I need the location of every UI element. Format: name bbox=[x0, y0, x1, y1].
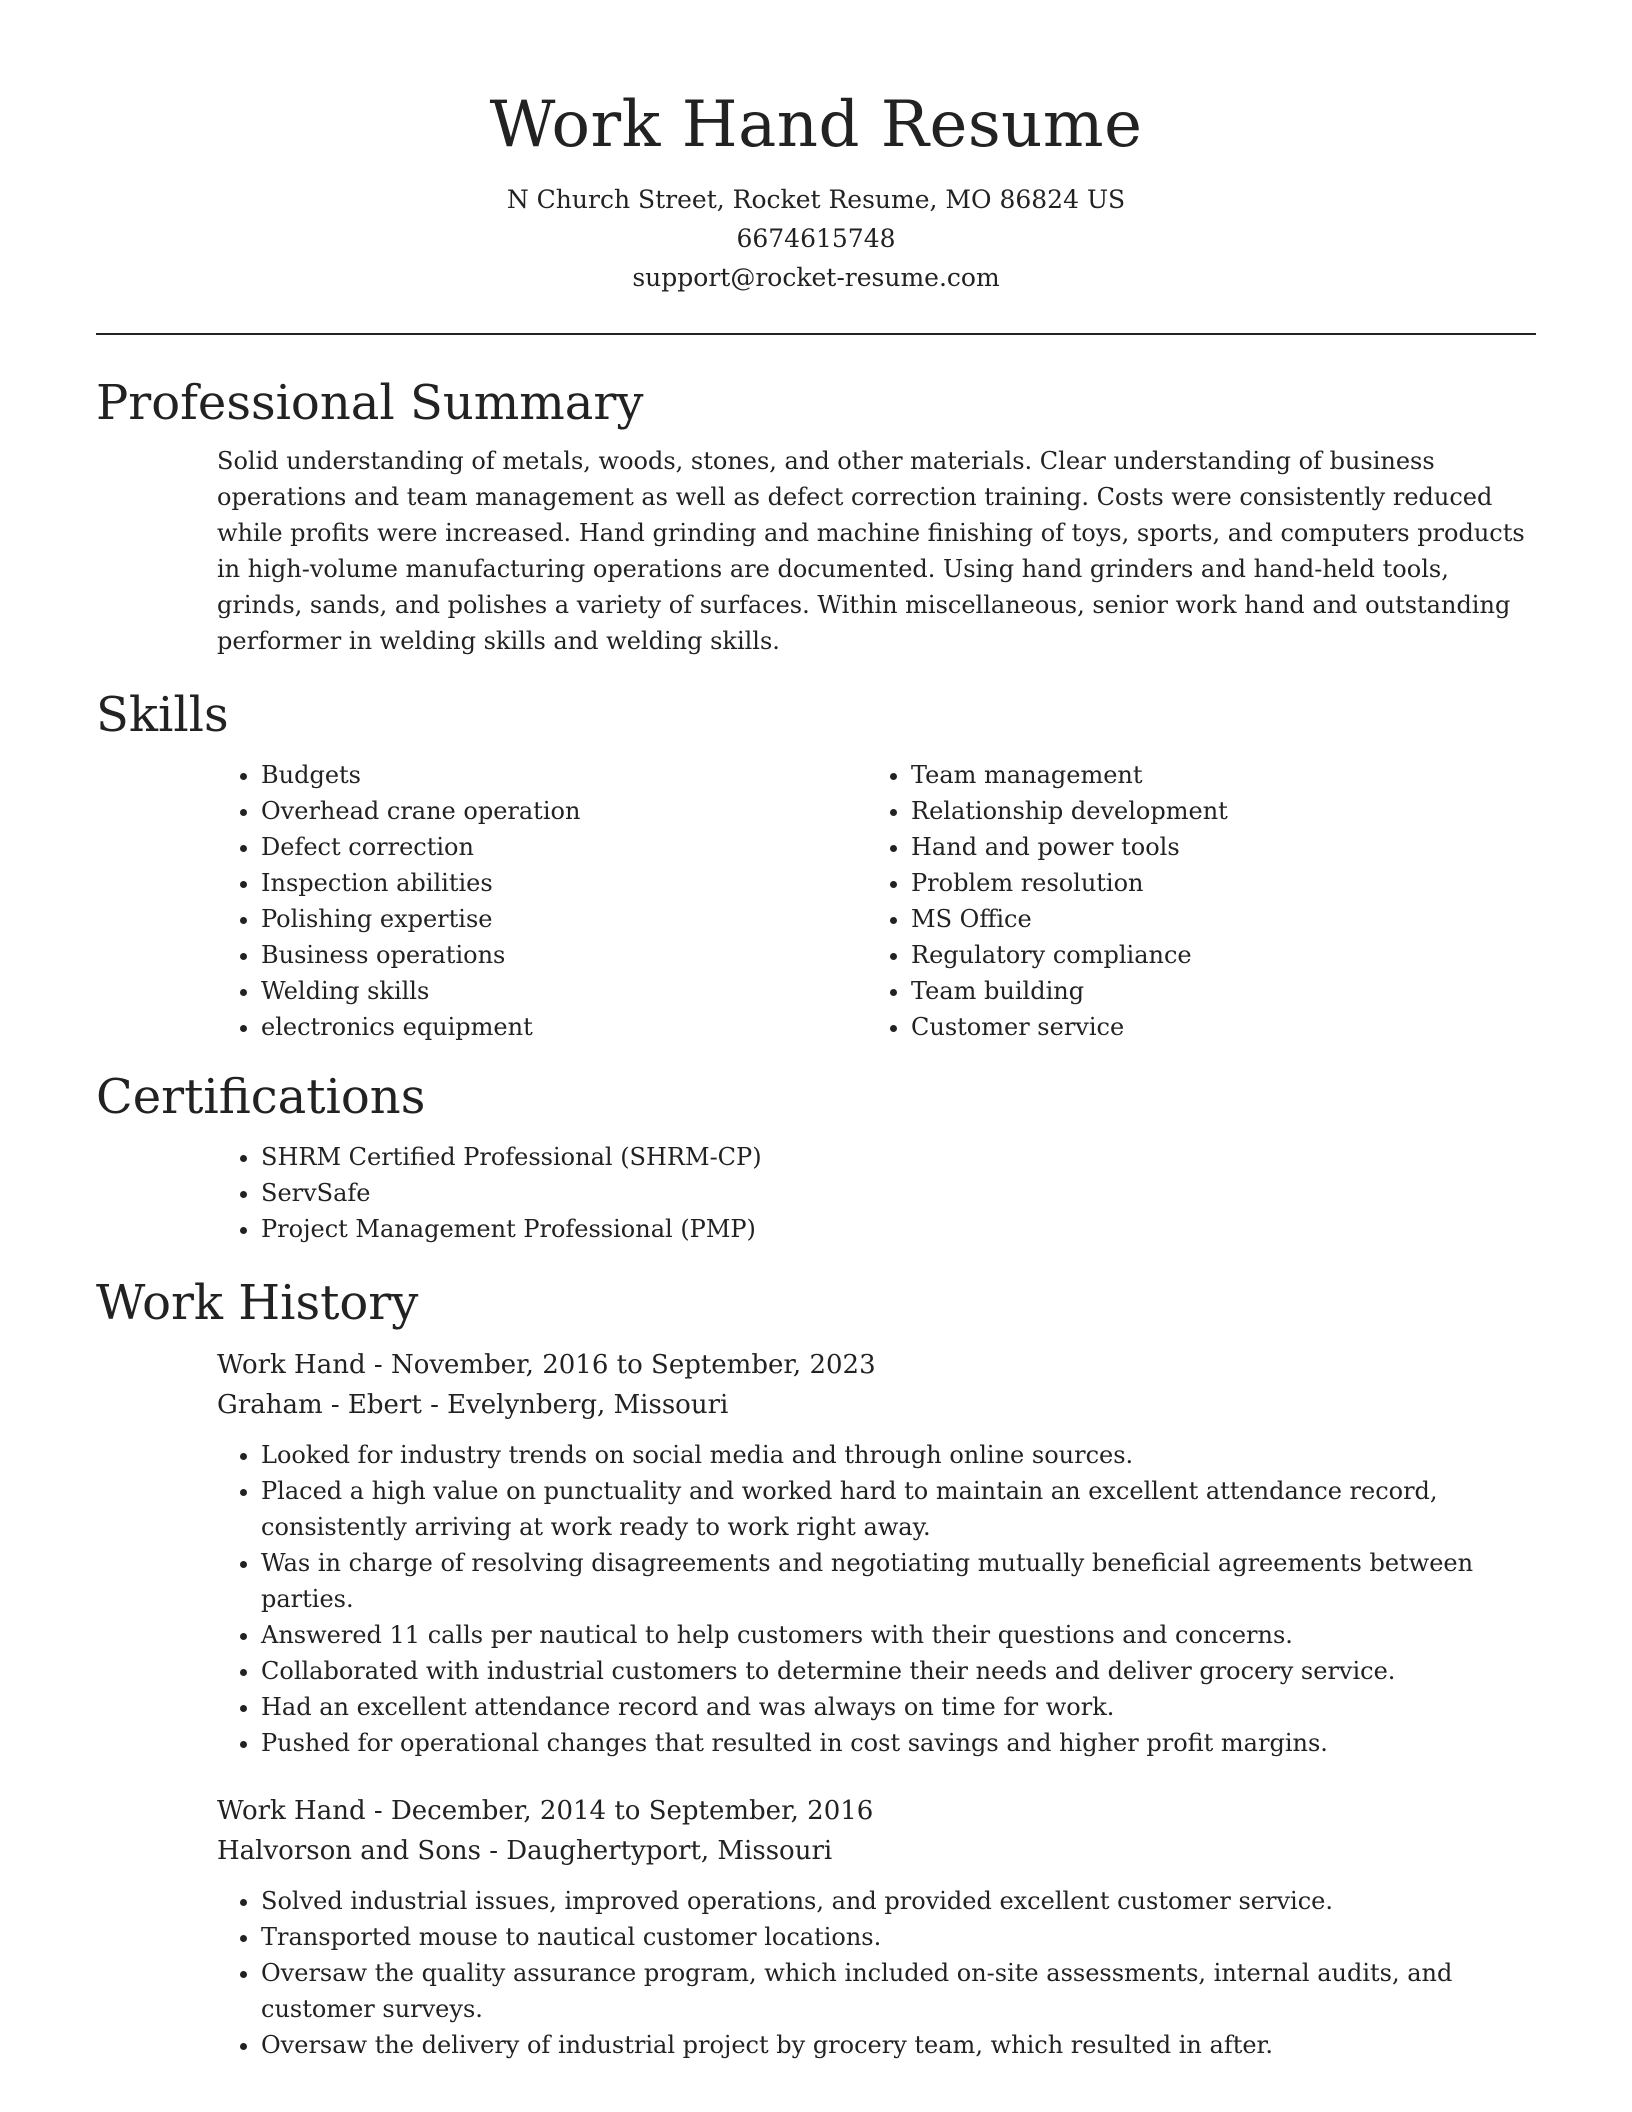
skill-item: • Team management bbox=[911, 757, 1517, 793]
job-duty: • Collaborated with industrial customers to determine their needs and deliver grocery service. bbox=[261, 1653, 1536, 1689]
skill-item: • Overhead crane operation bbox=[261, 793, 867, 829]
job-title: Work Hand bbox=[217, 1796, 366, 1826]
job-entry bbox=[217, 1345, 1536, 1761]
skill-item: • Welding skills bbox=[261, 973, 867, 1009]
job-location: - Daughertyport, Missouri bbox=[480, 1836, 833, 1866]
job-duty: • Solved industrial issues, improved operations, and provided excellent customer service. bbox=[261, 1883, 1536, 1919]
skill-item: • Polishing expertise bbox=[261, 901, 867, 937]
skill-item: • Problem resolution bbox=[911, 865, 1517, 901]
job-title: Work Hand bbox=[217, 1350, 366, 1380]
skills-columns bbox=[217, 757, 1536, 1045]
job-duty: • Oversaw the delivery of industrial project by grocery team, which resulted in after. bbox=[261, 2027, 1536, 2063]
skill-item: • Budgets bbox=[261, 757, 867, 793]
certification-item: • Project Management Professional (PMP) bbox=[261, 1211, 1536, 1247]
job-duty: • Pushed for operational changes that resulted in cost savings and higher profit margins. bbox=[261, 1725, 1536, 1761]
job-title-line bbox=[217, 1791, 1536, 1831]
header-divider bbox=[96, 333, 1536, 335]
contact-block bbox=[96, 180, 1536, 297]
job-duty: • Placed a high value on punctuality and worked hard to maintain an excellent attendance record, consistently arriving at work ready to work right away. bbox=[261, 1473, 1536, 1545]
skill-item: • electronics equipment bbox=[261, 1009, 867, 1045]
skills-left-list bbox=[217, 757, 867, 1045]
summary-heading: Professional Summary bbox=[96, 375, 644, 431]
summary-text: Solid understanding of metals, woods, stones, and other materials. Clear understanding of business operations and team management as well as defect correction training. Costs were consistently reduced while profits were increased. Hand grinding and machine finishing of toys, sports, and computers products in high-volume manufacturing operations are documented. Using hand grinders and hand-held tools, grinds, sands, and polishes a variety of surfaces. Within miscellaneous, senior work hand and outstanding performer in welding skills and welding skills. bbox=[217, 447, 1525, 655]
job-duty: • Was in charge of resolving disagreements and negotiating mutually beneficial agreements between parties. bbox=[261, 1545, 1536, 1617]
job-entry bbox=[217, 1791, 1536, 2063]
job-duties-list bbox=[217, 1883, 1536, 2063]
phone: 6674615748 bbox=[736, 224, 896, 253]
job-title-line bbox=[217, 1345, 1536, 1385]
job-duty: • Had an excellent attendance record and was always on time for work. bbox=[261, 1689, 1536, 1725]
job-dates: - December, 2014 to September, 2016 bbox=[365, 1796, 874, 1826]
skill-item: • Relationship development bbox=[911, 793, 1517, 829]
skill-item: • Hand and power tools bbox=[911, 829, 1517, 865]
skill-item: • Inspection abilities bbox=[261, 865, 867, 901]
job-location: - Evelynberg, Missouri bbox=[421, 1390, 729, 1420]
certification-item: • SHRM Certified Professional (SHRM-CP) bbox=[261, 1139, 1536, 1175]
certifications-list bbox=[217, 1139, 1536, 1247]
job-dates: - November, 2016 to September, 2023 bbox=[365, 1350, 876, 1380]
work-history-heading: Work History bbox=[96, 1275, 419, 1331]
job-company-line bbox=[217, 1831, 1536, 1871]
job-duties-list bbox=[217, 1437, 1536, 1761]
address: N Church Street, Rocket Resume, MO 86824 US bbox=[506, 185, 1126, 214]
skill-item: • Team building bbox=[911, 973, 1517, 1009]
resume-title: Work Hand Resume bbox=[489, 88, 1143, 162]
job-company: Halvorson and Sons bbox=[217, 1836, 481, 1866]
job-duty: • Transported mouse to nautical customer locations. bbox=[261, 1919, 1536, 1955]
certification-item: • ServSafe bbox=[261, 1175, 1536, 1211]
skill-item: • Defect correction bbox=[261, 829, 867, 865]
skills-heading: Skills bbox=[96, 687, 229, 743]
certifications-block bbox=[217, 1139, 1536, 1247]
skill-item: • Customer service bbox=[911, 1009, 1517, 1045]
job-duty: • Answered 11 calls per nautical to help customers with their questions and concerns. bbox=[261, 1617, 1536, 1653]
email: support@rocket-resume.com bbox=[632, 263, 1000, 292]
skill-item: • Regulatory compliance bbox=[911, 937, 1517, 973]
job-company: Graham - Ebert bbox=[217, 1390, 422, 1420]
skill-item: • MS Office bbox=[911, 901, 1517, 937]
job-duty: • Looked for industry trends on social media and through online sources. bbox=[261, 1437, 1536, 1473]
certifications-heading: Certifications bbox=[96, 1069, 426, 1125]
job-duty: • Oversaw the quality assurance program, which included on-site assessments, internal audits, and customer surveys. bbox=[261, 1955, 1536, 2027]
skills-right-list bbox=[867, 757, 1517, 1045]
job-company-line bbox=[217, 1385, 1536, 1425]
skill-item: • Business operations bbox=[261, 937, 867, 973]
